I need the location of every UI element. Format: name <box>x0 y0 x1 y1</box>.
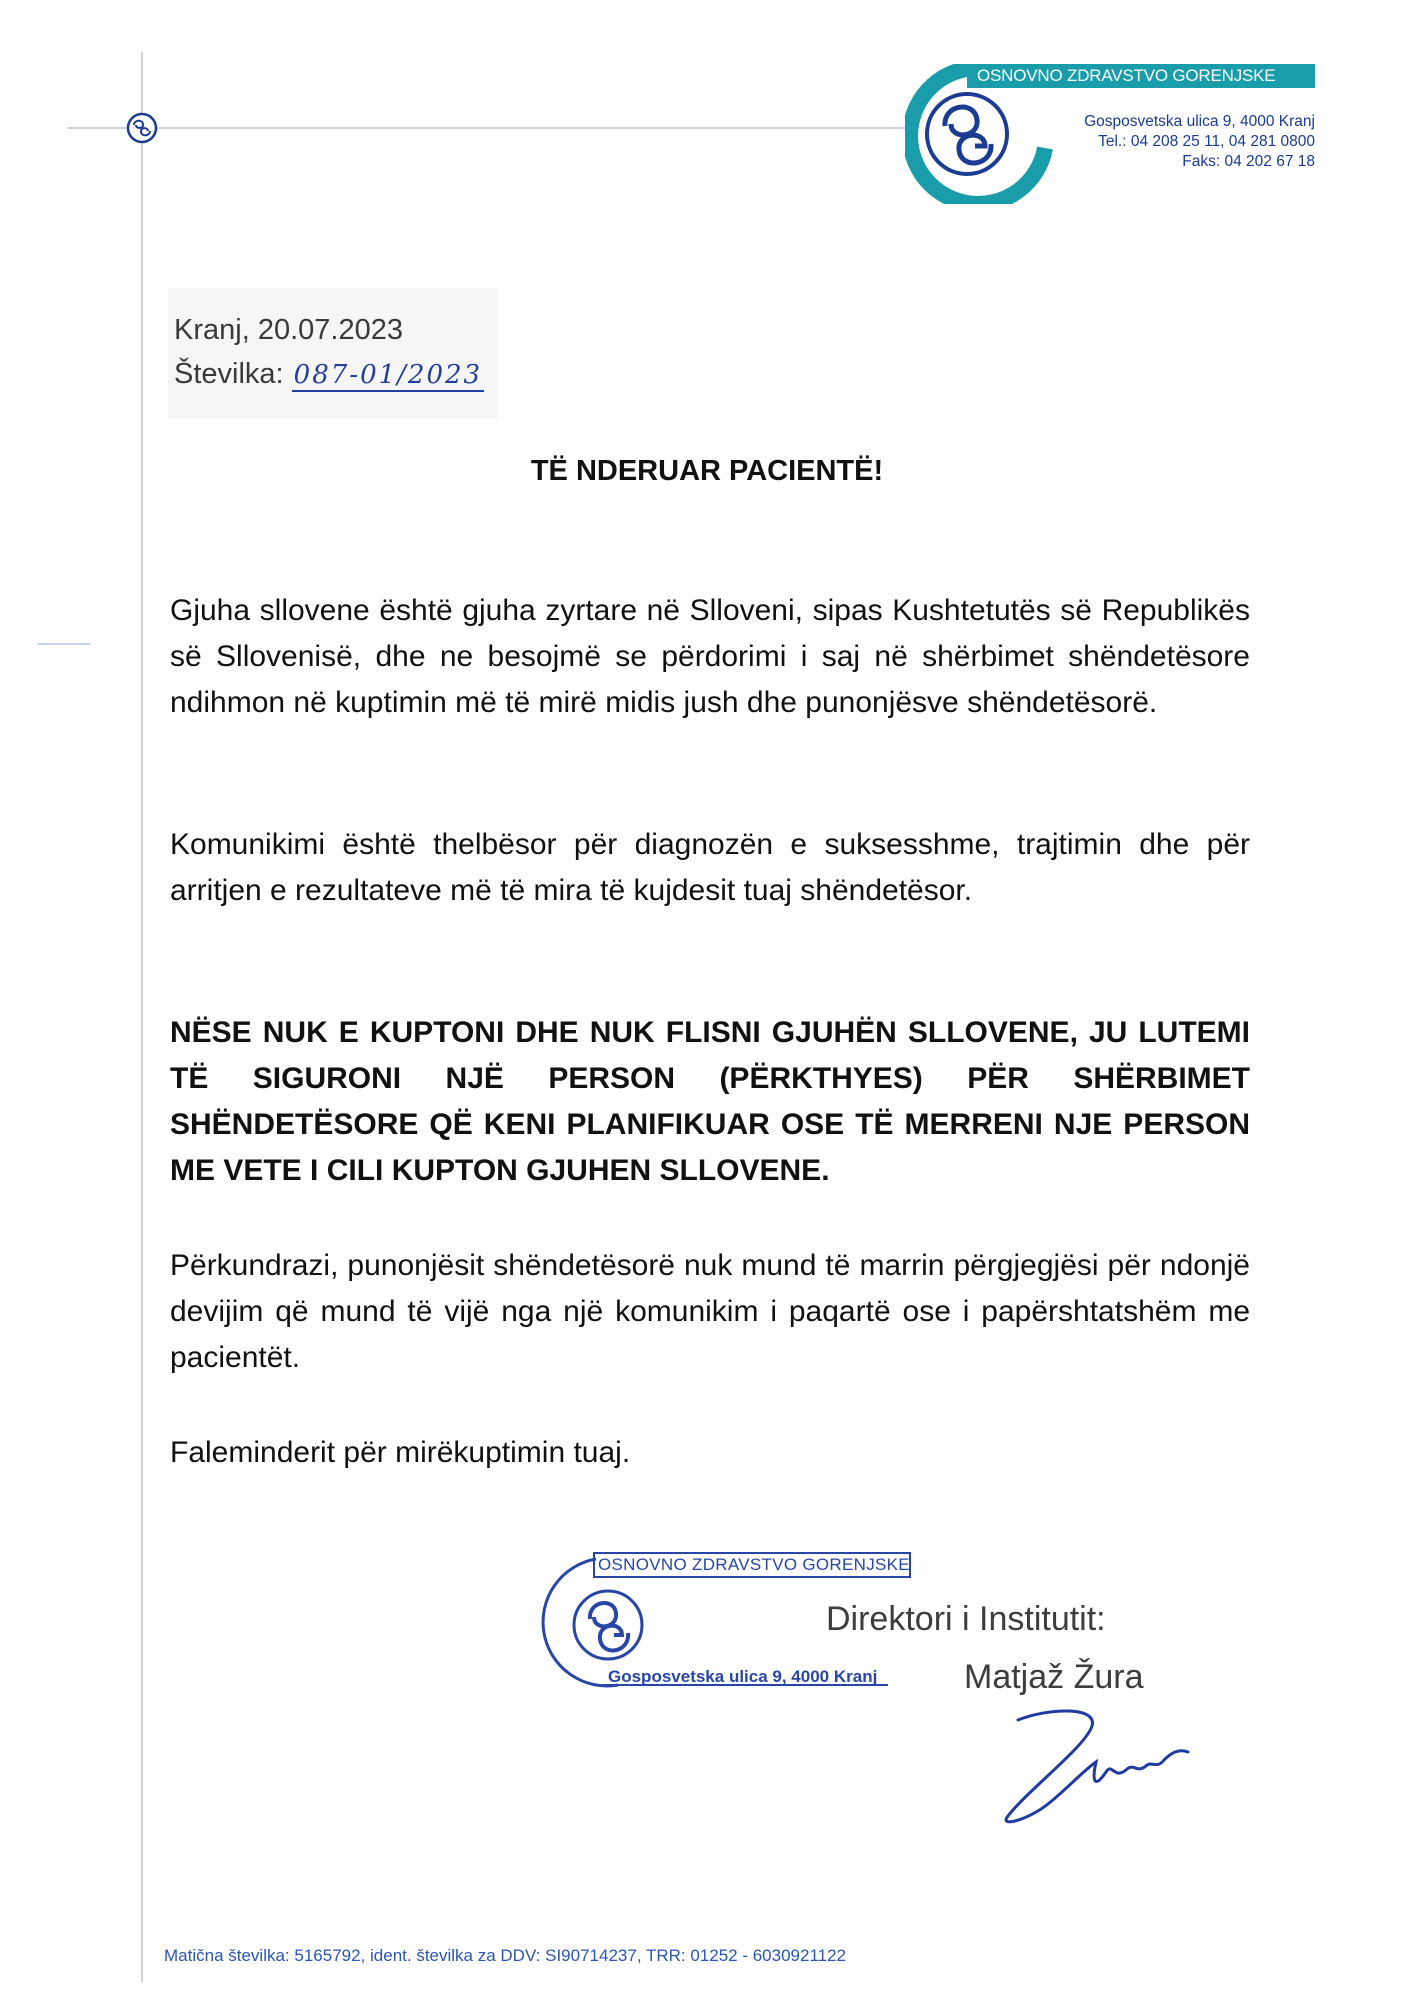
document-number-label: Številka: <box>174 358 284 390</box>
footer-registration: Matična številka: 5165792, ident. številka za DDV: SI90714237, TRR: 01252 - 6030921122 <box>164 1946 847 1965</box>
handwritten-signature <box>988 1700 1228 1830</box>
letterhead-address: Gosposvetska ulica 9, 4000 Kranj <box>1084 113 1315 130</box>
letterhead-org-name: OSNOVNO ZDRAVSTVO GORENJSKE <box>967 64 1315 88</box>
small-og-logo-icon <box>126 112 158 144</box>
letterhead-contact <box>1084 112 1315 172</box>
stamp-org-name: OSNOVNO ZDRAVSTVO GORENJSKE <box>598 1555 910 1574</box>
letterhead-fax: Faks: 04 202 67 18 <box>1182 153 1315 170</box>
header-rule <box>68 127 908 129</box>
paragraph-2: Komunikimi është thelbësor për diagnozën e suksesshme, trajtimin dhe për arritjen e rezultateve më të mira të kujdesit tuaj shëndetësor. <box>170 828 1250 907</box>
paragraph-1: Gjuha sllovene është gjuha zyrtare në Slloveni, sipas Kushtetutës së Republikës së Sllovenisë, dhe ne besojmë se përdorimi i saj në shërbimet shëndetësore ndihmon në kuptimin më të mirë midis jush dhe punonjësve shëndetësorë. <box>170 594 1250 719</box>
signatory-name: Matjaž Žura <box>964 1658 1144 1696</box>
paragraph-5-thanks: Faleminderit për mirëkuptimin tuaj. <box>170 1436 631 1469</box>
document-number <box>174 358 484 391</box>
document-meta <box>168 288 498 418</box>
fold-mark <box>38 643 90 645</box>
left-margin-rule <box>141 52 143 1982</box>
paragraph-4: Përkundrazi, punonjësit shëndetësorë nuk mund të marrin përgjegjësi për ndonjë devijim që mund të vijë nga një komunikim i paqartë ose i papërshtatshëm me pacientët. <box>170 1249 1250 1374</box>
signatory-title: Direktori i Institutit: <box>826 1600 1106 1638</box>
letterhead <box>905 64 1315 204</box>
paragraph-3-bold-notice: NËSE NUK E KUPTONI DHE NUK FLISNI GJUHËN SLLOVENE, JU LUTEMI TË SIGURONI NJË PERSON (PËRKTHYES) PËR SHËRBIMET SHËNDETËSORE QË KENI PLANIFIKUAR OSE TË MERRENI NJE PERSON ME VETE I CILI KUPTON GJUHEN SLLOVENE. <box>170 1016 1250 1187</box>
letter-title: TË NDERUAR PACIENTË! <box>530 455 884 487</box>
letterhead-tel: Tel.: 04 208 25 11, 04 281 0800 <box>1098 133 1315 150</box>
stamp-address: Gosposvetska ulica 9, 4000 Kranj <box>608 1667 878 1686</box>
place-date: Kranj, 20.07.2023 <box>174 314 403 346</box>
document-number-value: 087-01/2023 <box>293 360 483 390</box>
